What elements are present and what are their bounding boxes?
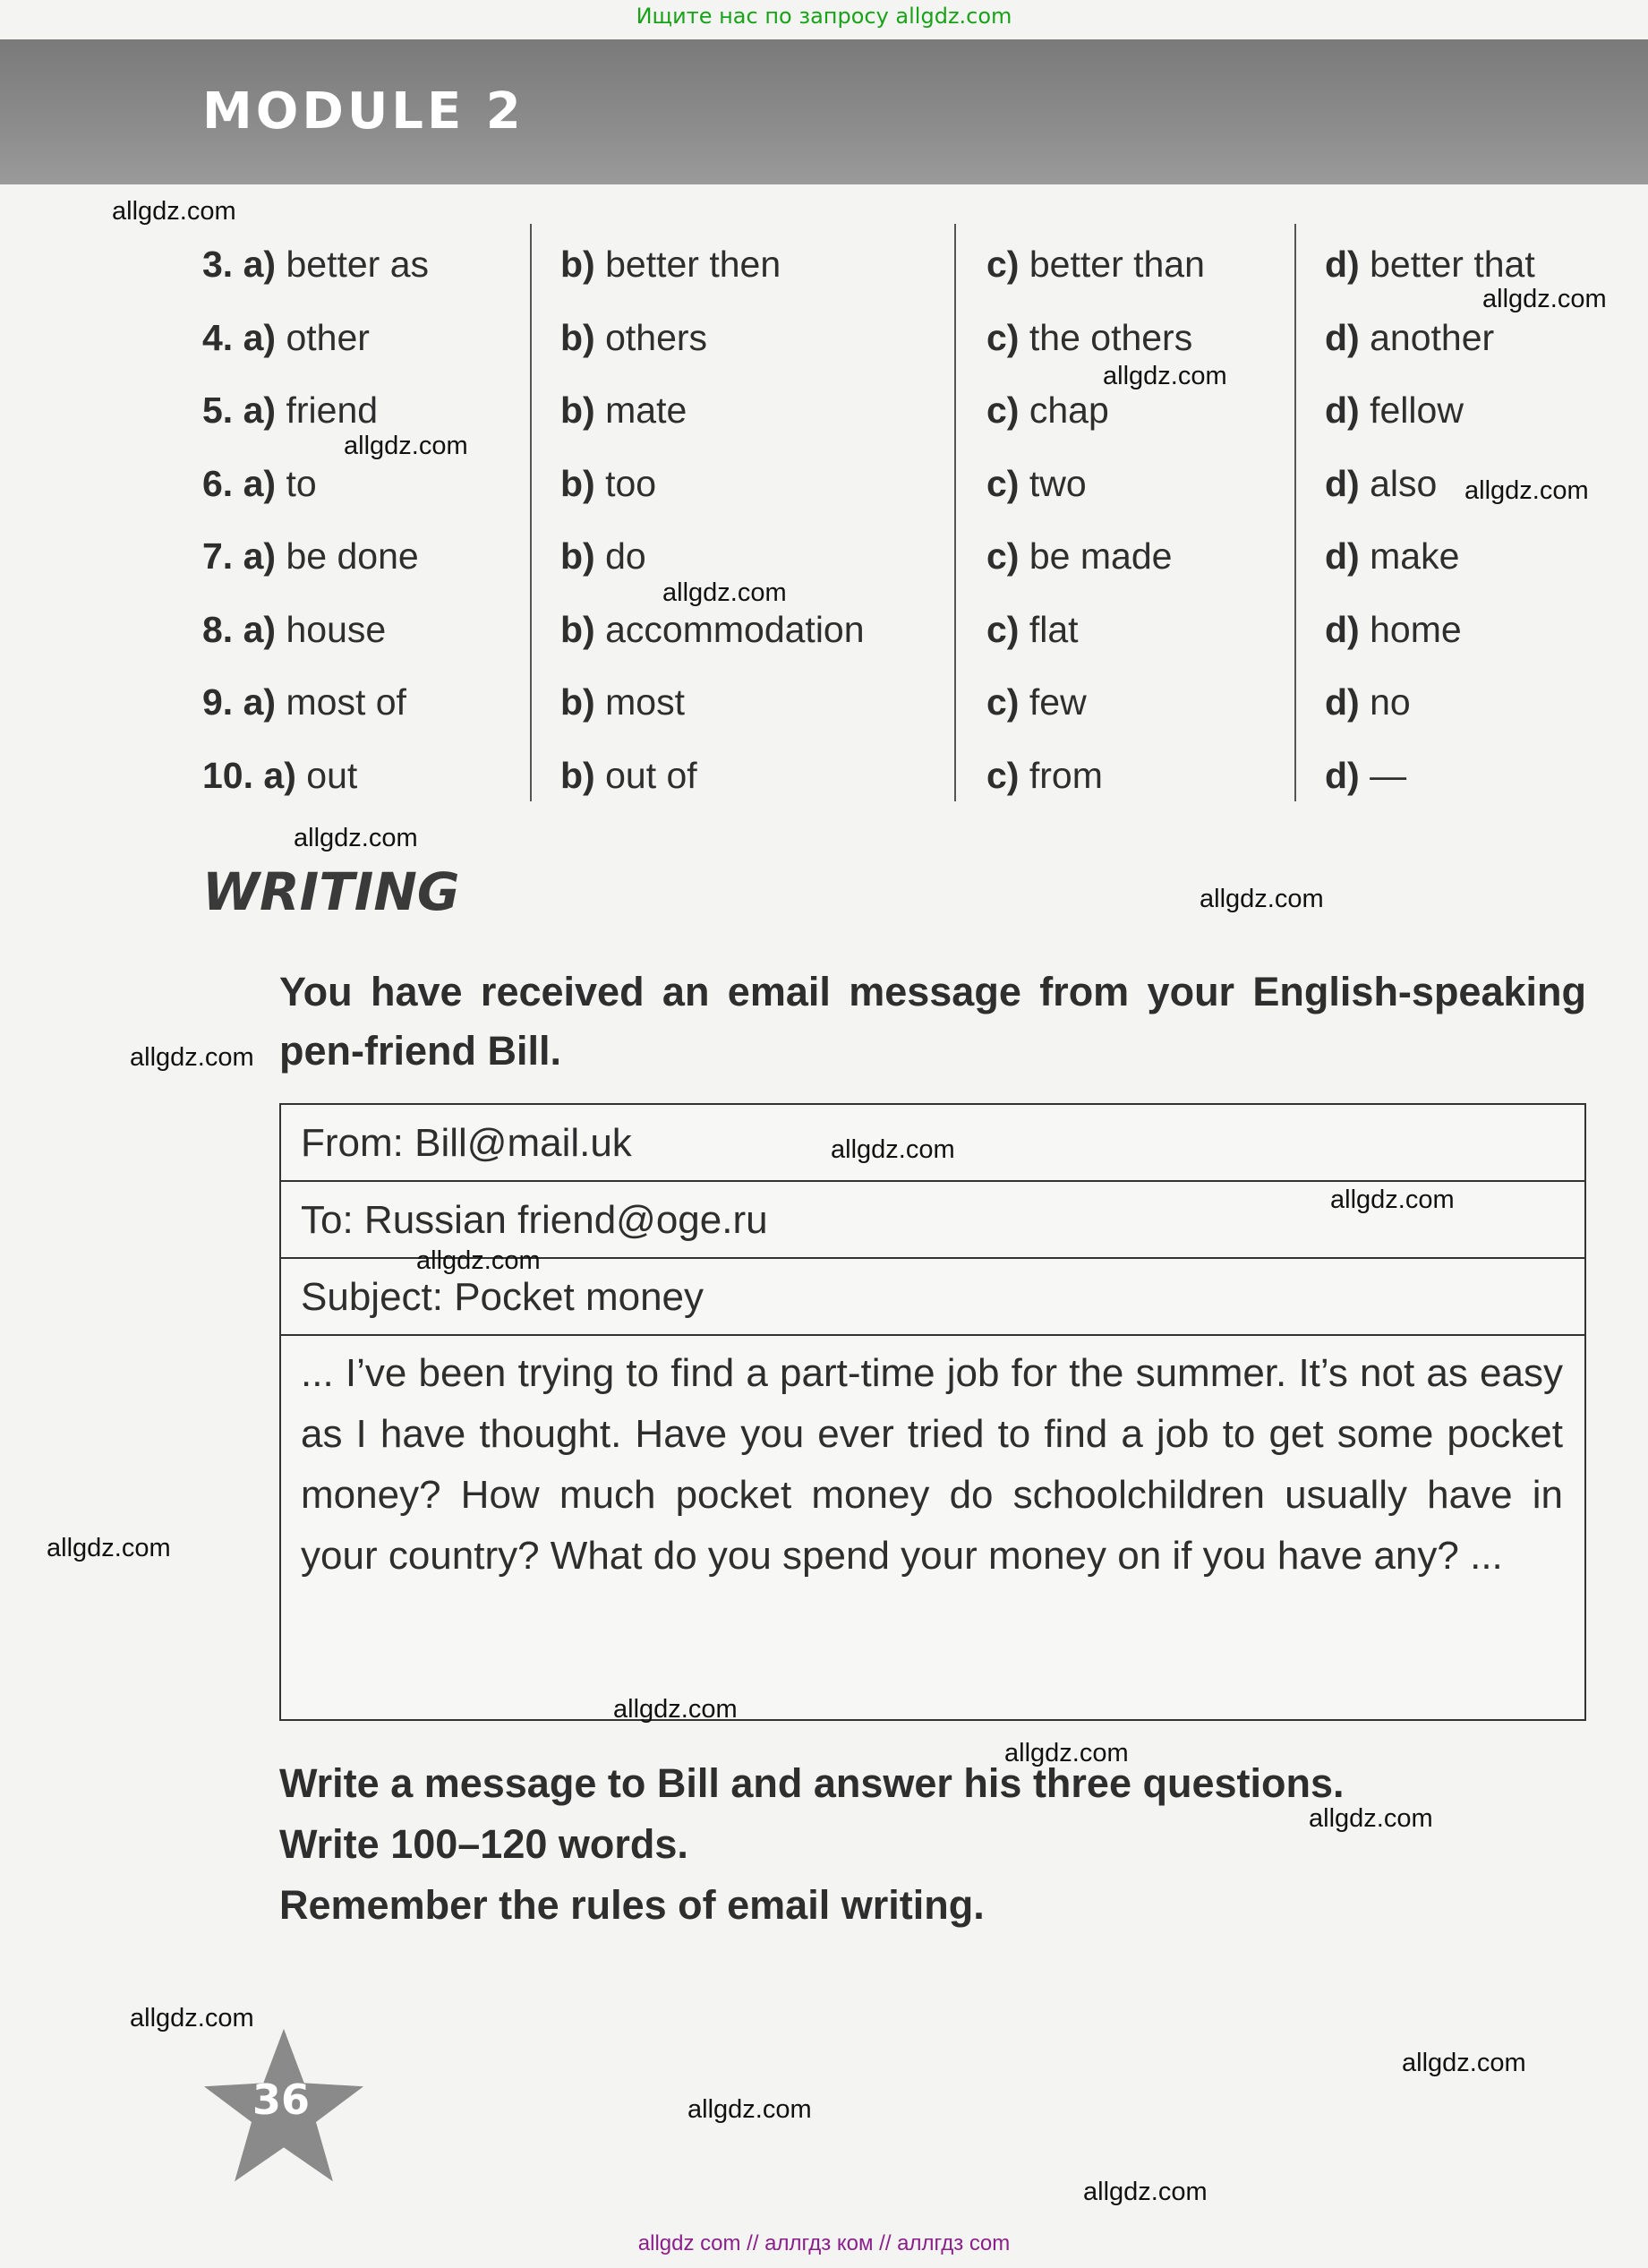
option-letter: c): [986, 608, 1020, 650]
option-b: [560, 224, 781, 304]
watermark: allgdz.com: [1103, 362, 1227, 390]
options-table: [202, 224, 1599, 808]
watermark: allgdz.com: [130, 2004, 254, 2033]
option-text: friend: [286, 389, 379, 431]
watermark: allgdz.com: [687, 2095, 812, 2124]
option-text: no: [1370, 681, 1411, 723]
option-letter: d): [1325, 535, 1360, 577]
option-letter: c): [986, 535, 1020, 577]
option-letter: b): [560, 316, 595, 358]
module-title: MODULE 2: [202, 82, 525, 141]
option-c: [986, 735, 1103, 816]
option-letter: c): [986, 316, 1020, 358]
option-letter: b): [560, 535, 595, 577]
option-row: [202, 735, 1599, 809]
watermark: allgdz.com: [47, 1534, 171, 1562]
footer-banner[interactable]: allgdz com // аллгдз ком // аллгдз com: [637, 2231, 1011, 2255]
option-letter: c): [986, 462, 1020, 504]
option-text: make: [1370, 535, 1460, 577]
option-b: [560, 516, 646, 596]
watermark: allgdz.com: [1482, 285, 1607, 313]
item-number: 4.: [202, 316, 234, 358]
option-text: better then: [605, 244, 781, 285]
option-d: [1325, 662, 1411, 742]
option-a: [202, 516, 419, 596]
option-c: [986, 662, 1087, 742]
option-text: other: [286, 316, 370, 358]
watermark: allgdz.com: [294, 824, 418, 852]
option-c: [986, 516, 1172, 596]
instruction-line: Remember the rules of email writing.: [279, 1882, 985, 1928]
option-text: most: [605, 681, 685, 723]
option-text: be done: [286, 535, 419, 577]
item-number: 9.: [202, 681, 234, 723]
watermark: allgdz.com: [1402, 2049, 1526, 2077]
item-number: 3.: [202, 244, 234, 285]
watermark: allgdz.com: [1330, 1185, 1455, 1214]
option-text: to: [286, 462, 317, 504]
option-text: better that: [1370, 244, 1535, 285]
option-a: [202, 297, 370, 378]
watermark: allgdz.com: [416, 1246, 541, 1275]
email-to: To: Russian friend@oge.ru: [281, 1182, 1584, 1259]
option-letter: b): [560, 389, 595, 431]
option-d: [1325, 516, 1459, 596]
option-text: better as: [286, 244, 430, 285]
option-text: also: [1370, 462, 1438, 504]
option-c: [986, 224, 1205, 304]
page-number: 36: [252, 2075, 311, 2124]
option-text: —: [1370, 754, 1407, 796]
option-letter: b): [560, 681, 595, 723]
option-a: [202, 443, 317, 524]
option-letter: b): [560, 244, 595, 285]
option-b: [560, 443, 656, 524]
option-letter: a): [243, 244, 277, 285]
email-subject: Subject: Pocket money: [281, 1259, 1584, 1336]
option-text: the others: [1029, 316, 1193, 358]
option-d: [1325, 370, 1464, 450]
option-row: [202, 516, 1599, 589]
option-letter: c): [986, 244, 1020, 285]
option-letter: d): [1325, 389, 1360, 431]
top-banner[interactable]: Ищите нас по запросу allgdz.com: [636, 4, 1012, 29]
option-letter: d): [1325, 316, 1360, 358]
watermark: allgdz.com: [662, 578, 787, 607]
option-text: be made: [1029, 535, 1173, 577]
option-row: [202, 589, 1599, 663]
instruction-line: Write 100–120 words.: [279, 1821, 688, 1867]
option-letter: d): [1325, 681, 1360, 723]
option-text: others: [605, 316, 708, 358]
option-b: [560, 735, 697, 816]
option-a: [202, 224, 429, 304]
item-number: 5.: [202, 389, 234, 431]
option-d: [1325, 589, 1462, 670]
option-row: [202, 297, 1599, 371]
item-number: 8.: [202, 608, 234, 650]
option-letter: a): [243, 681, 277, 723]
option-text: house: [286, 608, 387, 650]
option-letter: c): [986, 754, 1020, 796]
option-letter: b): [560, 462, 595, 504]
option-text: out of: [605, 754, 697, 796]
option-letter: b): [560, 608, 595, 650]
option-text: mate: [605, 389, 687, 431]
option-a: [202, 589, 386, 670]
option-letter: d): [1325, 462, 1360, 504]
watermark: allgdz.com: [831, 1135, 955, 1164]
option-letter: a): [263, 754, 296, 796]
task-instructions: [279, 1753, 1586, 1936]
watermark: allgdz.com: [613, 1695, 738, 1724]
watermark: allgdz.com: [1200, 885, 1324, 913]
option-c: [986, 370, 1109, 450]
option-text: most of: [286, 681, 406, 723]
option-letter: a): [243, 389, 277, 431]
watermark: allgdz.com: [112, 197, 236, 226]
option-letter: a): [243, 316, 277, 358]
item-number: 6.: [202, 462, 234, 504]
item-number: 7.: [202, 535, 234, 577]
option-letter: c): [986, 681, 1020, 723]
option-text: out: [306, 754, 358, 796]
option-c: [986, 589, 1079, 670]
option-text: flat: [1029, 608, 1079, 650]
option-text: fellow: [1370, 389, 1464, 431]
option-d: [1325, 735, 1406, 816]
option-text: chap: [1029, 389, 1109, 431]
option-b: [560, 370, 687, 450]
option-b: [560, 297, 707, 378]
option-letter: d): [1325, 608, 1360, 650]
option-letter: b): [560, 754, 595, 796]
option-row: [202, 224, 1599, 297]
option-text: too: [605, 462, 657, 504]
watermark: allgdz.com: [1004, 1739, 1129, 1767]
email-from: From: Bill@mail.uk: [281, 1105, 1584, 1182]
option-letter: d): [1325, 754, 1360, 796]
option-letter: c): [986, 389, 1020, 431]
option-letter: a): [243, 535, 277, 577]
option-letter: a): [243, 608, 277, 650]
watermark: allgdz.com: [1309, 1804, 1433, 1833]
watermark: allgdz.com: [344, 432, 468, 460]
option-d: [1325, 297, 1494, 378]
option-text: from: [1029, 754, 1103, 796]
option-text: better than: [1029, 244, 1205, 285]
task-intro: You have received an email message from your English-speaking pen-friend Bill.: [279, 969, 1586, 1074]
email-body: ... I’ve been trying to find a part-time job for the summer. It’s not as easy as I have thought. Have you ever tried to find a job to get some pocket money? How much pocket money do schoolchildren usually have in your country? What do you spend your money on if you have any? ...: [301, 1351, 1563, 1578]
option-row: [202, 662, 1599, 735]
option-a: [202, 662, 406, 742]
option-c: [986, 443, 1087, 524]
option-text: few: [1029, 681, 1087, 723]
option-a: [202, 735, 357, 816]
option-text: home: [1370, 608, 1462, 650]
option-d: [1325, 443, 1437, 524]
option-text: accommodation: [605, 608, 865, 650]
section-title: WRITING: [202, 861, 460, 922]
watermark: allgdz.com: [1083, 2178, 1208, 2206]
option-text: do: [605, 535, 646, 577]
option-b: [560, 662, 685, 742]
option-letter: a): [243, 462, 277, 504]
watermark: allgdz.com: [1464, 476, 1589, 505]
option-letter: d): [1325, 244, 1360, 285]
watermark: allgdz.com: [130, 1043, 254, 1072]
instruction-line: Write a message to Bill and answer his three questions.: [279, 1760, 1345, 1806]
option-text: another: [1370, 316, 1495, 358]
option-text: two: [1029, 462, 1087, 504]
item-number: 10.: [202, 754, 253, 796]
